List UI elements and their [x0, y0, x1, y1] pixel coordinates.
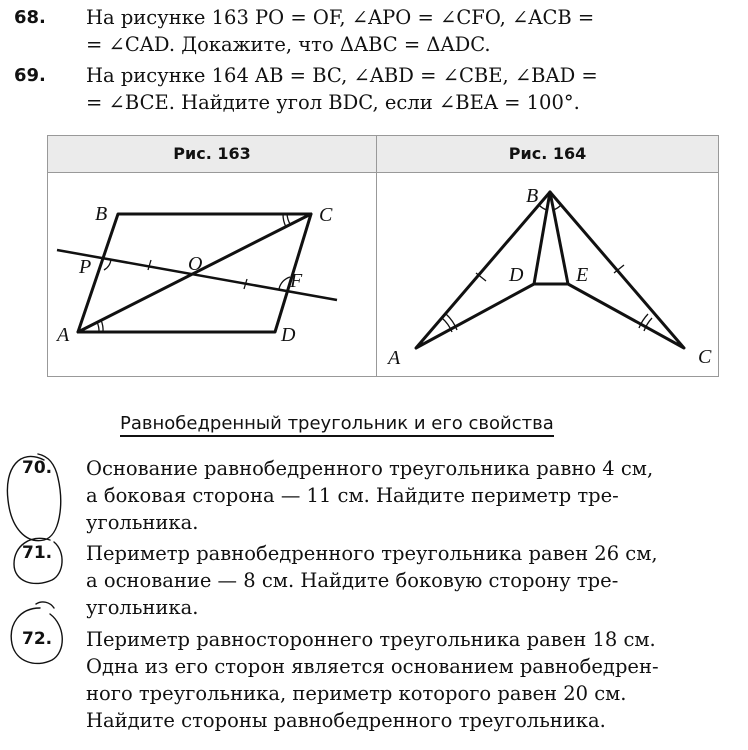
- problem-69: [14, 62, 740, 116]
- label-b: B: [526, 185, 539, 207]
- problem-line: = ∠BCE. Найдите угол BDC, если ∠BEA = 100°.: [86, 91, 580, 114]
- label-a: A: [57, 324, 70, 346]
- problem-line: Одна из его сторон является основанием равнобедрен-: [86, 655, 659, 678]
- problem-text: [86, 455, 740, 536]
- problem-line: а основание — 8 см. Найдите боковую сторону тре-: [86, 569, 619, 592]
- problem-line: На рисунке 163 PO = OF, ∠APO = ∠CFO, ∠ACB =: [86, 6, 595, 29]
- problem-line: Периметр равнобедренного треугольника равен 26 см,: [86, 542, 658, 565]
- label-b: B: [95, 203, 108, 225]
- label-c: C: [698, 346, 712, 368]
- problem-text: [86, 626, 740, 734]
- problem-text: [86, 4, 740, 58]
- label-e: E: [576, 264, 589, 286]
- problem-number: 68.: [14, 7, 46, 28]
- problem-line: Найдите стороны равнобедренного треугольника.: [86, 709, 606, 732]
- problem-72: [14, 626, 740, 734]
- handwritten-marks: [0, 440, 80, 680]
- label-d: D: [509, 264, 524, 286]
- angle-mark-cad: [101, 320, 103, 332]
- label-d: D: [281, 324, 296, 346]
- label-f: F: [290, 270, 303, 292]
- problem-line: На рисунке 164 AB = BC, ∠ABD = ∠CBE, ∠BAD =: [86, 64, 598, 87]
- problem-line: угольника.: [86, 511, 199, 534]
- angle-mark-acb: [283, 214, 286, 227]
- problem-line: Основание равнобедренного треугольника равно 4 см,: [86, 457, 654, 480]
- figure-163-caption: Рис. 163: [48, 136, 377, 173]
- label-p: P: [79, 256, 92, 278]
- label-a: A: [388, 347, 401, 369]
- problem-line: = ∠CAD. Докажите, что ΔABC = ΔADC.: [86, 33, 491, 56]
- pen-circle-71: [14, 538, 62, 583]
- segment-be: [550, 192, 568, 284]
- problem-number: 72.: [22, 629, 53, 649]
- problem-number: 69.: [14, 65, 46, 86]
- outer-shape: [416, 192, 684, 348]
- problem-line: а боковая сторона — 11 см. Найдите периметр тре-: [86, 484, 619, 507]
- figure-164-caption: Рис. 164: [377, 136, 718, 173]
- problem-line: угольника.: [86, 596, 199, 619]
- tick-po: [148, 260, 151, 270]
- figure-163: [47, 172, 375, 377]
- problem-70: [14, 455, 740, 536]
- problem-line: ного треугольника, периметр которого равен 20 см.: [86, 682, 627, 705]
- section-title: Равнобедренный треугольник и его свойства: [120, 413, 554, 437]
- problem-number: 70.: [22, 458, 53, 478]
- problem-number: 71.: [22, 543, 53, 563]
- problem-text: [86, 62, 740, 116]
- problem-text: [86, 540, 740, 621]
- problem-line: Периметр равностороннего треугольника равен 18 см.: [86, 628, 656, 651]
- problem-68: [14, 4, 740, 58]
- figure-164: [376, 172, 719, 377]
- label-c: C: [319, 204, 333, 226]
- label-o: O: [188, 253, 203, 275]
- problem-71: [14, 540, 740, 621]
- pen-circle-72: [11, 602, 62, 664]
- pen-circle-70: [7, 454, 60, 541]
